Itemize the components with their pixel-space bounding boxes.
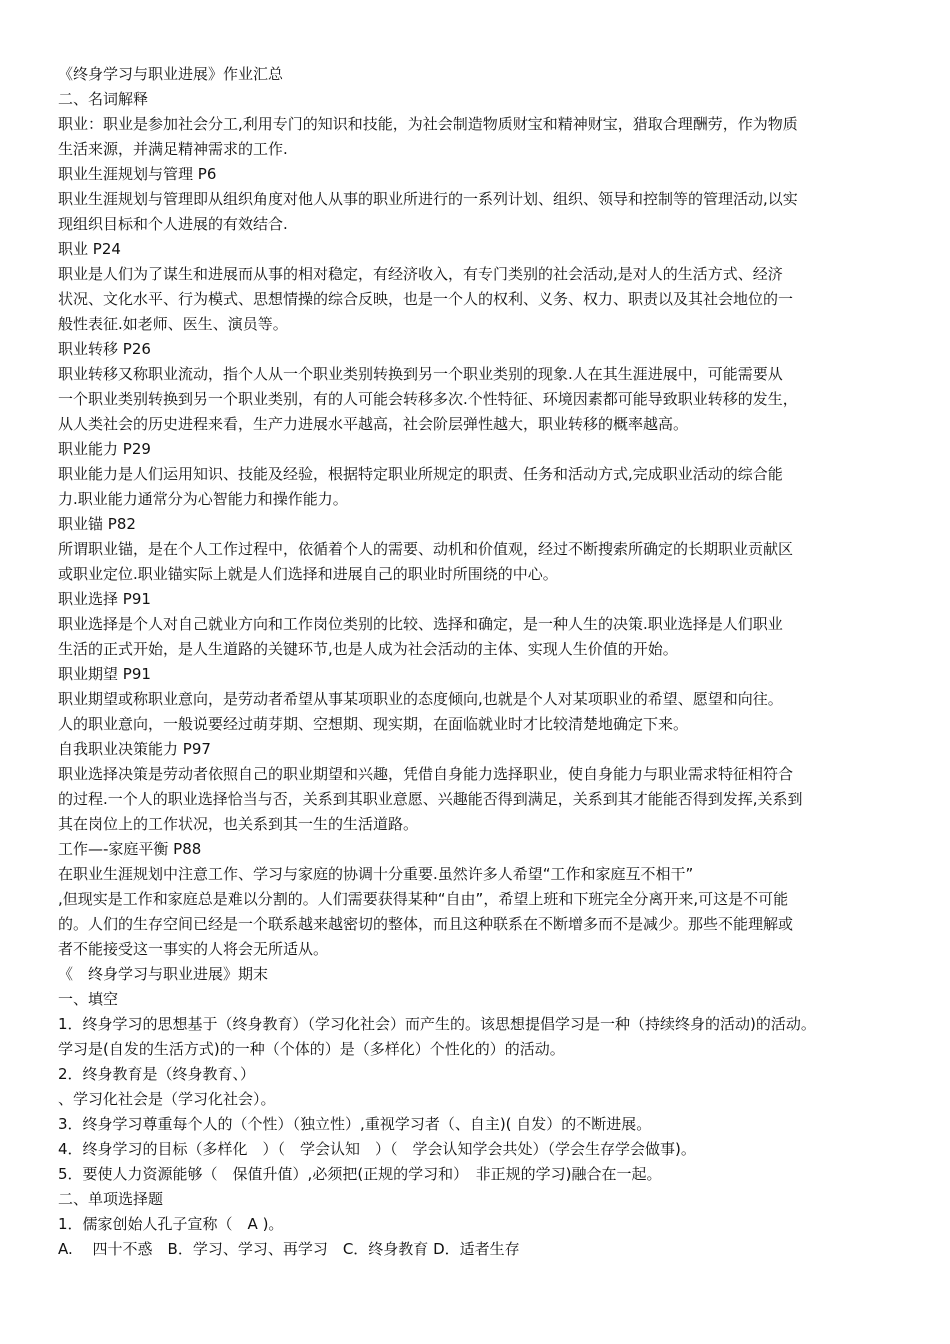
section-heading: 二、名词解释 <box>58 90 149 108</box>
term-heading: 职业期望 P91 <box>58 665 151 683</box>
fill-blank-item: 2．终身教育是（终身教育、） <box>58 1065 256 1083</box>
term-heading: 职业能力 P29 <box>58 440 151 458</box>
term-definition: 职业期望或称职业意向，是劳动者希望从事某项职业的态度倾向,也就是个人对某项职业的希望、愿望和向往。 <box>58 690 783 708</box>
term-definition: 生活来源，并满足精神需求的工作. <box>58 140 288 158</box>
term-definition: 职业能力是人们运用知识、技能及经验，根据特定职业所规定的职责、任务和活动方式,完成职业活动的综合能 <box>58 465 783 483</box>
term-definition: 职业选择是个人对自己就业方向和工作岗位类别的比较、选择和确定，是一种人生的决策.职业选择是人们职业 <box>58 615 783 633</box>
term-definition: 般性表征.如老师、医生、演员等。 <box>58 315 288 333</box>
term-definition: 职业生涯规划与管理即从组织角度对他人从事的职业所进行的一系列计划、组织、领导和控制等的管理活动,以实 <box>58 190 798 208</box>
doc-title: 《终身学习与职业进展》作业汇总 <box>58 65 284 83</box>
fill-blank-item: 、学习化社会是（学习化社会）。 <box>58 1090 276 1108</box>
term-heading: 职业选择 P91 <box>58 590 151 608</box>
term-definition: 职业是人们为了谋生和进展而从事的相对稳定，有经济收入，有专门类别的社会活动,是对人的生活方式、经济 <box>58 265 783 283</box>
term-definition: 者不能接受这一事实的人将会无所适从。 <box>58 940 329 958</box>
term-heading: 职业转移 P26 <box>58 340 151 358</box>
term-heading: 工作—-家庭平衡 P88 <box>58 840 202 858</box>
term-definition: 或职业定位.职业锚实际上就是人们选择和进展自己的职业时所围绕的中心。 <box>58 565 558 583</box>
term-definition: 职业：职业是参加社会分工,利用专门的知识和技能，为社会制造物质财宝和精神财宝，猎取合理酬劳，作为物质 <box>58 115 798 133</box>
term-definition: 所谓职业锚，是在个人工作过程中，依循着个人的需要、动机和价值观，经过不断搜索所确定的长期职业贡献区 <box>58 540 794 558</box>
fill-blank-item: 学习是(自发的生活方式)的一种（个体的）是（多样化）个性化的）的活动。 <box>58 1040 565 1058</box>
term-heading: 职业锚 P82 <box>58 515 136 533</box>
section-heading: 二、单项选择题 <box>58 1190 164 1208</box>
term-definition: 人的职业意向，一般说要经过萌芽期、空想期、现实期，在面临就业时才比较清楚地确定下来。 <box>58 715 689 733</box>
term-definition: 在职业生涯规划中注意工作、学习与家庭的协调十分重要.虽然许多人希望“工作和家庭互不相干” <box>58 865 694 883</box>
term-definition: 其在岗位上的工作状况，也关系到其一生的生活道路。 <box>58 815 419 833</box>
choice-options: A. 四十不惑 B．学习、学习、再学习 C．终身教育 D．适者生存 <box>58 1240 520 1258</box>
term-definition: ,但现实是工作和家庭总是难以分割的。人们需要获得某种“自由”，希望上班和下班完全分离开来,可这是不可能 <box>58 890 789 908</box>
term-definition: 力.职业能力通常分为心智能力和操作能力。 <box>58 490 348 508</box>
term-definition: 现组织目标和个人进展的有效结合. <box>58 215 288 233</box>
fill-blank-item: 3．终身学习尊重每个人的（个性）（独立性）,重视学习者（、自主)( 自发）的不断进展。 <box>58 1115 652 1133</box>
term-heading: 自我职业决策能力 P97 <box>58 740 211 758</box>
term-definition: 职业选择决策是劳动者依照自己的职业期望和兴趣，凭借自身能力选择职业，使自身能力与职业需求特征相符合 <box>58 765 794 783</box>
fill-blank-item: 1．终身学习的思想基于（终身教育）（学习化社会）而产生的。该思想提倡学习是一种（持续终身的活动)的活动。 <box>58 1015 816 1033</box>
term-heading: 职业生涯规划与管理 P6 <box>58 165 217 183</box>
fill-blank-item: 5．要使人力资源能够（ 保值升值）,必须把(正规的学习和） 非正规的学习)融合在一起。 <box>58 1165 662 1183</box>
term-definition: 的。人们的生存空间已经是一个联系越来越密切的整体，而且这种联系在不断增多而不是减少。那些不能理解或 <box>58 915 794 933</box>
fill-blank-item: 4．终身学习的目标（多样化 ）（ 学会认知 ）（ 学会认知学会共处）（学会生存学会做事)。 <box>58 1140 696 1158</box>
choice-question: 1．儒家创始人孔子宣称（ A )。 <box>58 1215 284 1233</box>
term-definition: 状况、文化水平、行为模式、思想情操的综合反映，也是一个人的权利、义务、权力、职责以及其社会地位的一 <box>58 290 794 308</box>
term-definition: 的过程.一个人的职业选择恰当与否，关系到其职业意愿、兴趣能否得到满足，关系到其才能能否得到发挥,关系到 <box>58 790 803 808</box>
term-definition: 一个职业类别转换到另一个职业类别，有的人可能会转移多次.个性特征、环境因素都可能导致职业转移的发生， <box>58 390 798 408</box>
term-definition: 从人类社会的历史进程来看，生产力进展水平越高，社会阶层弹性越大，职业转移的概率越高。 <box>58 415 689 433</box>
term-definition: 职业转移又称职业流动，指个人从一个职业类别转换到另一个职业类别的现象.人在其生涯进展中，可能需要从 <box>58 365 783 383</box>
section-heading: 一、填空 <box>58 990 119 1008</box>
exam-title: 《 终身学习与职业进展》期末 <box>58 965 269 983</box>
term-definition: 生活的正式开始，是人生道路的关键环节,也是人成为社会活动的主体、实现人生价值的开始。 <box>58 640 678 658</box>
term-heading: 职业 P24 <box>58 240 121 258</box>
